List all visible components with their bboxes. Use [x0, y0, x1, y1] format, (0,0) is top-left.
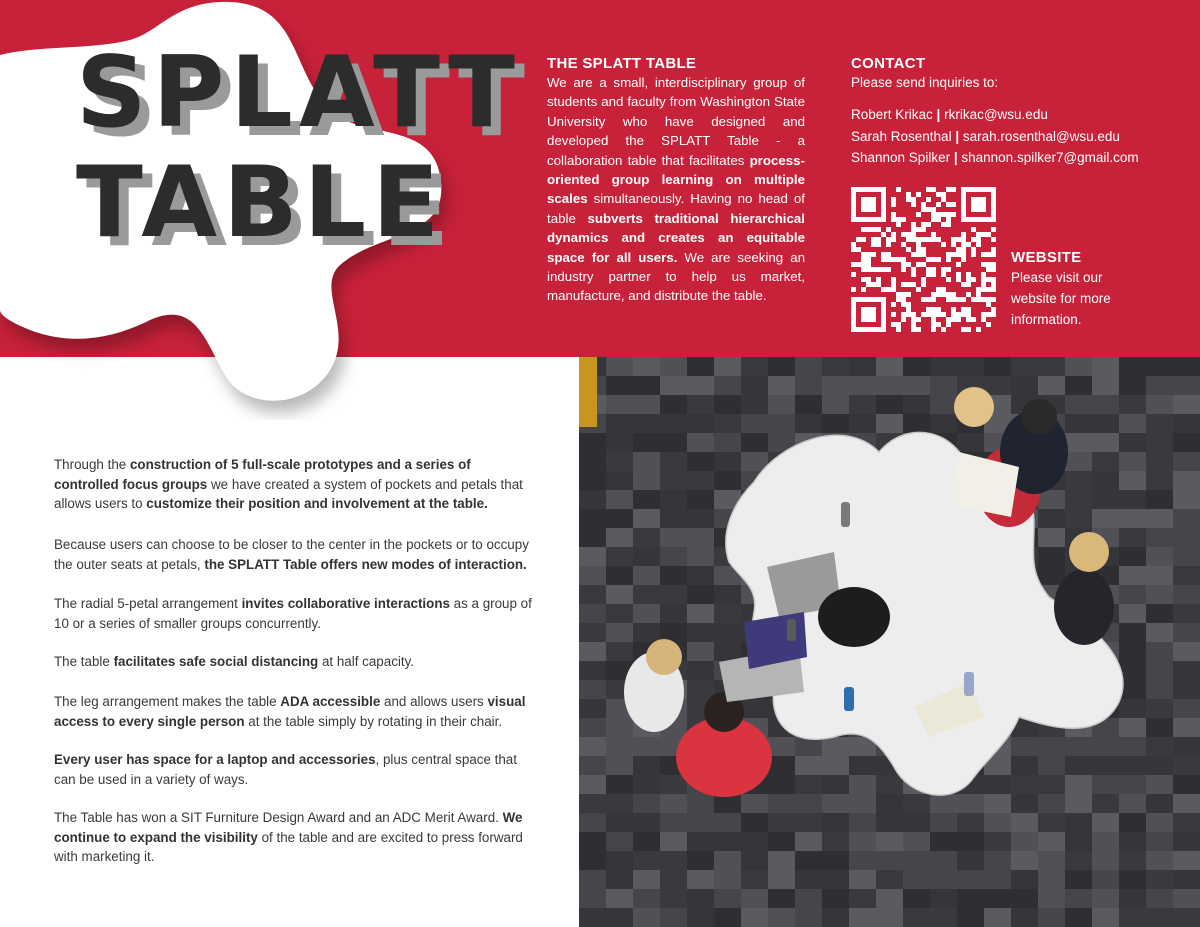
paragraph-text: The radial 5-petal arrangement — [54, 596, 242, 611]
about-text: We are a small, interdisciplinary group of students and faculty from Washington State University who have designed and developed the SPLATT Table - a collaboration table that facilitates — [547, 75, 805, 168]
paragraph-text: Because users can choose to be closer to the center in the pockets or to occupy the outer seats at petals, — [54, 537, 529, 572]
title-line-2: TABLE — [76, 146, 446, 260]
paragraph-emphasis: invites collaborative interactions — [241, 596, 450, 611]
paragraph-text: as a group of 10 or a series of smaller groups concurrently. — [54, 596, 532, 631]
contact-separator: | — [955, 128, 960, 144]
website-line: information. — [1011, 312, 1082, 327]
paragraph-emphasis: visual access to every single person — [54, 694, 526, 729]
paragraph-text: and allows users — [380, 694, 488, 709]
paragraph-text: of the table and are excited to press forward with marketing it. — [54, 829, 523, 865]
paragraph-text: The table — [54, 654, 114, 669]
contact-name: Shannon Spilker — [851, 150, 951, 165]
contact-name: Robert Krikac — [851, 107, 933, 122]
paragraph-emphasis: construction of 5 full-scale prototypes and a series of controlled focus groups — [54, 457, 471, 492]
about-text: We are seeking an industry partner to help us market, manufacture, and distribute the table. — [547, 249, 805, 304]
paragraph-emphasis: facilitates safe social distancing — [113, 654, 319, 669]
paragraph-emphasis: customize their position and involvement at the table. — [146, 496, 488, 512]
title-line-1: SPLATT — [76, 36, 522, 150]
paragraph-text: The leg arrangement makes the table — [54, 694, 281, 709]
photo-table-overhead — [579, 357, 1200, 927]
contact-heading: CONTACT — [851, 55, 926, 72]
description-paragraph — [54, 652, 532, 672]
about-text: simultaneously. Having no head of table — [547, 191, 805, 226]
website-line: website for more — [1011, 291, 1111, 306]
contact-intro: Please send inquiries to: — [851, 75, 999, 90]
paragraph-text: we have created a system of pockets and petals that allows users to — [54, 476, 523, 512]
contact-row — [851, 104, 1181, 126]
paragraph-text: , plus central space that can be used in a variety of ways. — [54, 752, 517, 787]
website-heading: WEBSITE — [1011, 249, 1082, 266]
contact-row — [851, 126, 1181, 148]
contact-name: Sarah Rosenthal — [851, 128, 952, 144]
about-heading: THE SPLATT TABLE — [547, 55, 697, 72]
description-paragraph — [54, 692, 532, 731]
description-paragraph — [54, 750, 532, 789]
description-paragraph — [54, 535, 532, 574]
website-line: Please visit our — [1011, 270, 1103, 285]
qr-code[interactable] — [851, 187, 996, 332]
description-paragraph — [54, 455, 532, 514]
paragraph-text: Through the — [54, 457, 130, 472]
about-emphasis: subverts traditional hierarchical dynamics and creates an equitable space for all users. — [547, 210, 805, 265]
contact-separator: | — [936, 107, 941, 122]
description-paragraph — [54, 808, 532, 867]
contact-email-link[interactable]: rkrikac@wsu.edu — [944, 107, 1048, 122]
description-paragraph — [54, 594, 532, 633]
paragraph-emphasis: Every user has space for a laptop and accessories — [54, 752, 376, 767]
about-emphasis: process-oriented group learning on multiple scales — [547, 152, 805, 207]
contact-separator: | — [953, 150, 958, 165]
paragraph-text: The Table has won a SIT Furniture Design Award and an ADC Merit Award. — [54, 810, 503, 825]
paragraph-emphasis: We continue to expand the visibility — [54, 810, 523, 845]
website-section — [1011, 249, 1161, 330]
contact-row — [851, 147, 1181, 169]
about-section — [547, 55, 805, 306]
paragraph-text: at the table simply by rotating in their chair. — [244, 713, 503, 729]
contact-section — [851, 55, 1181, 169]
contact-email-link[interactable]: sarah.rosenthal@wsu.edu — [962, 128, 1120, 144]
paragraph-text: at half capacity. — [318, 654, 415, 669]
paragraph-emphasis: ADA accessible — [280, 694, 381, 709]
about-body — [547, 73, 805, 306]
paragraph-emphasis: the SPLATT Table offers new modes of interaction. — [204, 556, 527, 572]
contact-email-link[interactable]: shannon.spilker7@gmail.com — [961, 150, 1139, 165]
